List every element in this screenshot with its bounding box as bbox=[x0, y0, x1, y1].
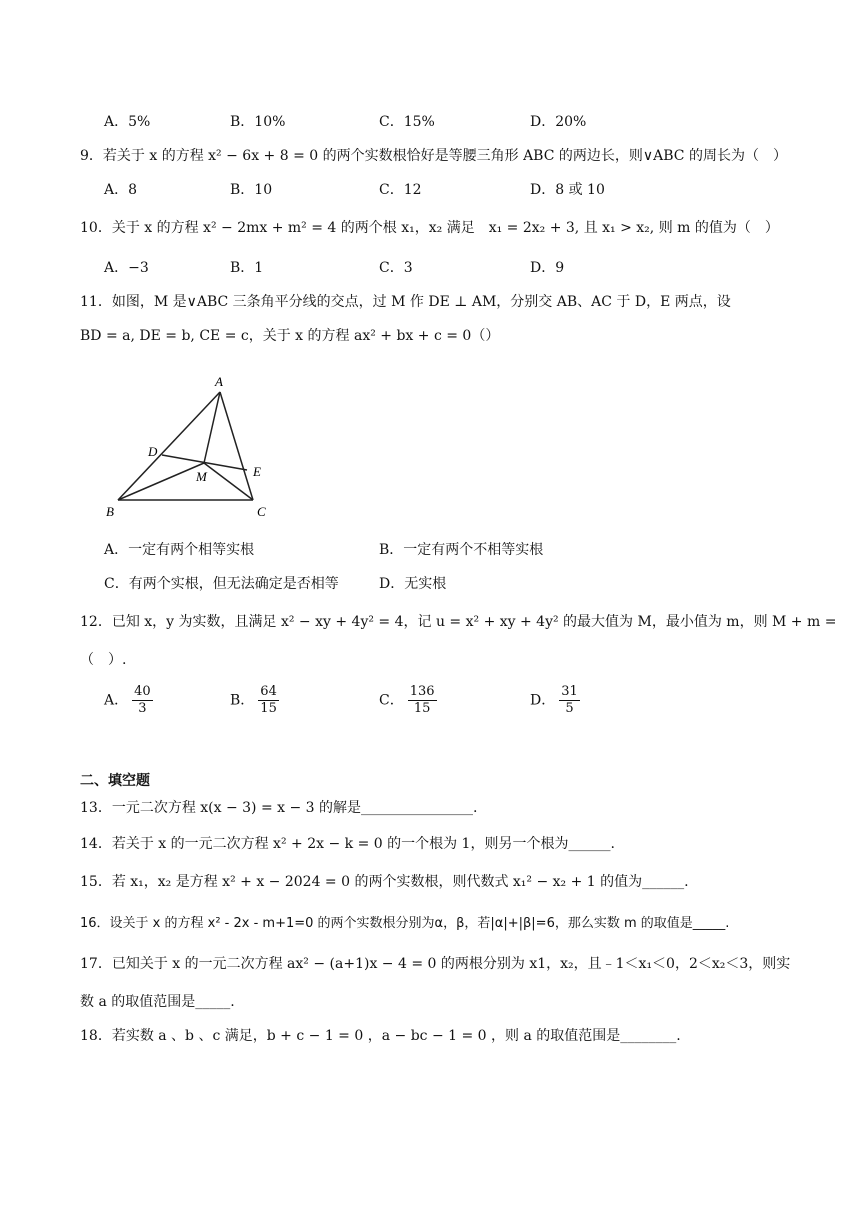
segment-cm bbox=[204, 463, 253, 500]
numerator: 40 bbox=[134, 684, 151, 699]
segment-bm bbox=[118, 463, 204, 500]
q10-text: 10．关于 x 的方程 x² − 2mx + m² = 4 的两个根 x₁，x₂ 满足 x₁ = 2x₂ + 3, 且 x₁ > x₂, 则 m 的值为（ ） bbox=[80, 220, 779, 236]
q8-option-c: C．15% bbox=[379, 114, 435, 130]
q12-option-a bbox=[104, 684, 153, 717]
q12-line1: 12．已知 x，y 为实数，且满足 x² − xy + 4y² = 4，记 u = x² + xy + 4y² 的最大值为 M，最小值为 m，则 M + m = bbox=[80, 614, 837, 630]
denominator: 5 bbox=[565, 701, 574, 716]
numerator: 31 bbox=[561, 684, 578, 699]
q16-text: 16．设关于 x 的方程 x² - 2x - m+1=0 的两个实数根分别为α，β，若|α|+|β|=6，那么实数 m 的取值是_____. bbox=[80, 916, 730, 931]
q17-line1: 17．已知关于 x 的一元二次方程 ax² − (a+1)x − 4 = 0 的两根分别为 x1，x₂，且﹣1＜x₁＜0，2＜x₂＜3，则实 bbox=[80, 956, 791, 972]
q12-option-b bbox=[230, 684, 279, 717]
section-heading-fill-in: 二、填空题 bbox=[80, 773, 150, 789]
q12-option-c bbox=[379, 684, 437, 717]
label-d: D bbox=[148, 444, 158, 459]
segment-ac bbox=[220, 392, 253, 500]
numerator: 64 bbox=[260, 684, 277, 699]
option-letter: B． bbox=[230, 692, 255, 709]
q12-line2: （ ）. bbox=[80, 652, 127, 668]
q11-option-d: D．无实根 bbox=[379, 576, 447, 592]
q9-option-c: C．12 bbox=[379, 182, 422, 198]
fraction bbox=[408, 684, 437, 717]
q10-option-b: B．1 bbox=[230, 260, 264, 276]
fraction bbox=[258, 684, 279, 717]
denominator: 15 bbox=[260, 701, 277, 716]
label-m: M bbox=[196, 469, 207, 484]
fraction bbox=[132, 684, 153, 717]
q10-option-d: D．9 bbox=[530, 260, 565, 276]
q14-text: 14．若关于 x 的一元二次方程 x² + 2x − k = 0 的一个根为 1，则另一个根为______. bbox=[80, 836, 615, 852]
q8-option-b: B．10% bbox=[230, 114, 286, 130]
option-letter: A． bbox=[104, 692, 129, 709]
q11-option-a: A．一定有两个相等实根 bbox=[104, 542, 255, 558]
q9-option-a: A．8 bbox=[104, 182, 138, 198]
q9-text: 9．若关于 x 的方程 x² − 6x + 8 = 0 的两个实数根恰好是等腰三角形 ABC 的两边长，则∨ABC 的周长为（ ） bbox=[80, 148, 787, 164]
q11-option-c: C．有两个实根，但无法确定是否相等 bbox=[104, 576, 339, 592]
label-a: A bbox=[215, 374, 223, 389]
q10-option-a: A．−3 bbox=[104, 260, 149, 276]
q8-option-a: A．5% bbox=[104, 114, 151, 130]
option-letter: C． bbox=[379, 692, 404, 709]
label-b: B bbox=[106, 504, 114, 519]
q17-line2: 数 a 的取值范围是_____. bbox=[80, 994, 235, 1010]
label-e: E bbox=[253, 464, 261, 479]
q10-option-c: C．3 bbox=[379, 260, 413, 276]
q11-line2: BD = a, DE = b, CE = c，关于 x 的方程 ax² + bx + c = 0（） bbox=[80, 328, 500, 344]
option-letter: D． bbox=[530, 692, 556, 709]
q8-option-d: D．20% bbox=[530, 114, 587, 130]
q11-option-b: B．一定有两个不相等实根 bbox=[379, 542, 544, 558]
q11-triangle-figure bbox=[100, 370, 280, 520]
q15-text: 15．若 x₁，x₂ 是方程 x² + x − 2024 = 0 的两个实数根，则代数式 x₁² − x₂ + 1 的值为______. bbox=[80, 874, 689, 890]
q12-option-d bbox=[530, 684, 580, 717]
q11-line1: 11．如图，M 是∨ABC 三条角平分线的交点，过 M 作 DE ⊥ AM，分别交 AB、AC 于 D，E 两点，设 bbox=[80, 294, 731, 310]
q18-text: 18．若实数 a 、b 、c 满足，b + c − 1 = 0 ，a − bc − 1 = 0 ，则 a 的取值范围是________. bbox=[80, 1028, 681, 1044]
segment-am bbox=[204, 392, 220, 463]
fraction bbox=[559, 684, 580, 717]
q9-option-d: D．8 或 10 bbox=[530, 182, 605, 198]
q9-option-b: B．10 bbox=[230, 182, 273, 198]
denominator: 15 bbox=[413, 701, 431, 716]
numerator: 136 bbox=[409, 684, 435, 699]
denominator: 3 bbox=[138, 701, 147, 716]
label-c: C bbox=[257, 504, 266, 519]
q13-text: 13．一元二次方程 x(x − 3) = x − 3 的解是________________. bbox=[80, 800, 478, 816]
